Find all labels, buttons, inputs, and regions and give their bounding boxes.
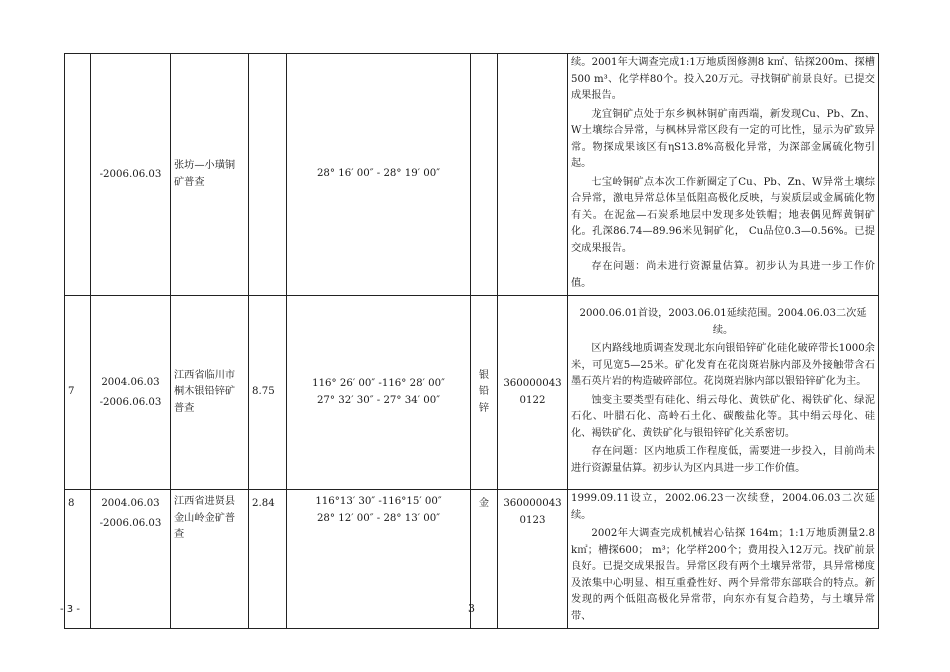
coordinate-line: 116°13′ 30″ -116°15′ 00″ [315,496,442,508]
license-code: 3600000430122 [498,296,568,490]
coordinates [287,54,471,296]
description-paragraph: 七宝岭铜矿点本次工作新圈定了Cu、Pb、Zn、W异常土壤综合异常，激电异常总体呈低阻高极化反映，与炭质层或金属硫化物有关。在泥盆—石炭系地层中发现多处铁帽；地表偶见辉黄铜矿化。孔深86.74—89.96米见铜矿化， Cu品位0.3—0.56%。已提交成果报告。 [571,176,875,254]
mineral: 银铅锌 [471,296,498,490]
description-paragraph: 1999.09.11设立，2002.06.23一次续登，2004.06.03二次延续。 [571,493,875,521]
coordinate-line: 116° 26′ 00″ -116° 28′ 00″ [312,378,445,390]
description-paragraph: 蚀变主要类型有硅化、绢云母化、黄铁矿化、褐铁矿化、绿泥石化、叶腊石化、高岭石土化、碳酸盐化等。其中绢云母化、硅化、褐铁矿化、黄铁矿化与银铅锌矿化关系密切。 [571,394,875,439]
work-period [91,490,171,629]
work-description [568,54,879,296]
row-number: 7 [65,296,91,490]
period-end: -2006.06.03 [99,396,162,408]
description-paragraph: 龙宜铜矿点处于东乡枫林铜矿南西端，新发现Cu、Pb、Zn、W土壤综合异常，与枫林异常区段有一定的可比性，显示为矿致异常。物探成果该区有ηS13.8%高极化异常，为深部金属硫化物引起。 [571,108,875,170]
license-code: 3600000430123 [498,490,568,629]
row-number: 8 [65,490,91,629]
mineral: 金 [471,490,498,629]
area-km2: 8.75 [249,296,287,490]
table-row [65,54,879,296]
mineral [471,54,498,296]
row-number [65,54,91,296]
description-paragraph: 续。2001年大调查完成1:1万地质图修测8 k㎡、钻探200m、探槽500 m³、化学样80个。投入20万元。寻找铜矿前景良好。已提交成果报告。 [571,57,875,102]
project-name: 张坊—小璜铜矿普查 [171,54,249,296]
page-number-left: - 3 - [60,604,80,615]
coordinate-line: 28° 12′ 00″ - 28° 13′ 00″ [316,512,441,524]
project-name: 江西省进贤县金山岭金矿普查 [171,490,249,629]
license-code [498,54,568,296]
table-row [65,296,879,490]
area-km2: 2.84 [249,490,287,629]
description-paragraph: 区内路线地质调查发现北东向银铅锌矿化硅化破碎带长1000余米，可见宽5—25米。矿化发育在花岗斑岩脉内部及外接触带含石墨石英片岩的构造破碎部位。花岗斑岩脉内部以银铅锌矿化为主。 [571,343,875,388]
work-description [568,490,879,629]
period-end: -2006.06.03 [99,517,162,529]
description-paragraph: 2000.06.01首设，2003.06.01延续范围。2004.06.03二次延续。 [579,308,867,336]
period-start: 2004.06.03 [101,498,160,510]
coordinate-line: 27° 32′ 30″ - 27° 34′ 00″ [316,394,441,406]
work-description [568,296,879,490]
area-km2 [249,54,287,296]
period-end: -2006.06.03 [99,168,162,180]
period-start: 2004.06.03 [101,377,160,389]
description-paragraph: 2002年大调查完成机械岩心钻探 164m；1:1万地质测量2.8 k㎡；槽探600； m³；化学样200个；费用投入12万元。找矿前景良好。已提交成果报告。异常区段有两个土壤异常带，具异常梯度及浓集中心明显、相互重叠性好、两个异常带东部联合的特点。新发现的两个低阻高极化异常带，向东亦有复合趋势，与土壤异常带、 [571,528,875,622]
description-paragraph: 存在问题：尚未进行资源量估算。初步认为具进一步工作价值。 [571,261,875,289]
coordinates [287,296,471,490]
coordinate-line: 28° 16′ 00″ - 28° 19′ 00″ [316,168,441,180]
project-name: 江西省临川市桐木银铅锌矿普查 [171,296,249,490]
page-number-center: 3 [468,602,475,615]
coordinates [287,490,471,629]
description-paragraph: 存在问题：区内地质工作程度低，需要进一步投入，目前尚未进行资源量估算。初步认为区内具进一步工作价值。 [571,446,875,474]
work-period [91,296,171,490]
exploration-table [64,53,879,629]
work-period [91,54,171,296]
